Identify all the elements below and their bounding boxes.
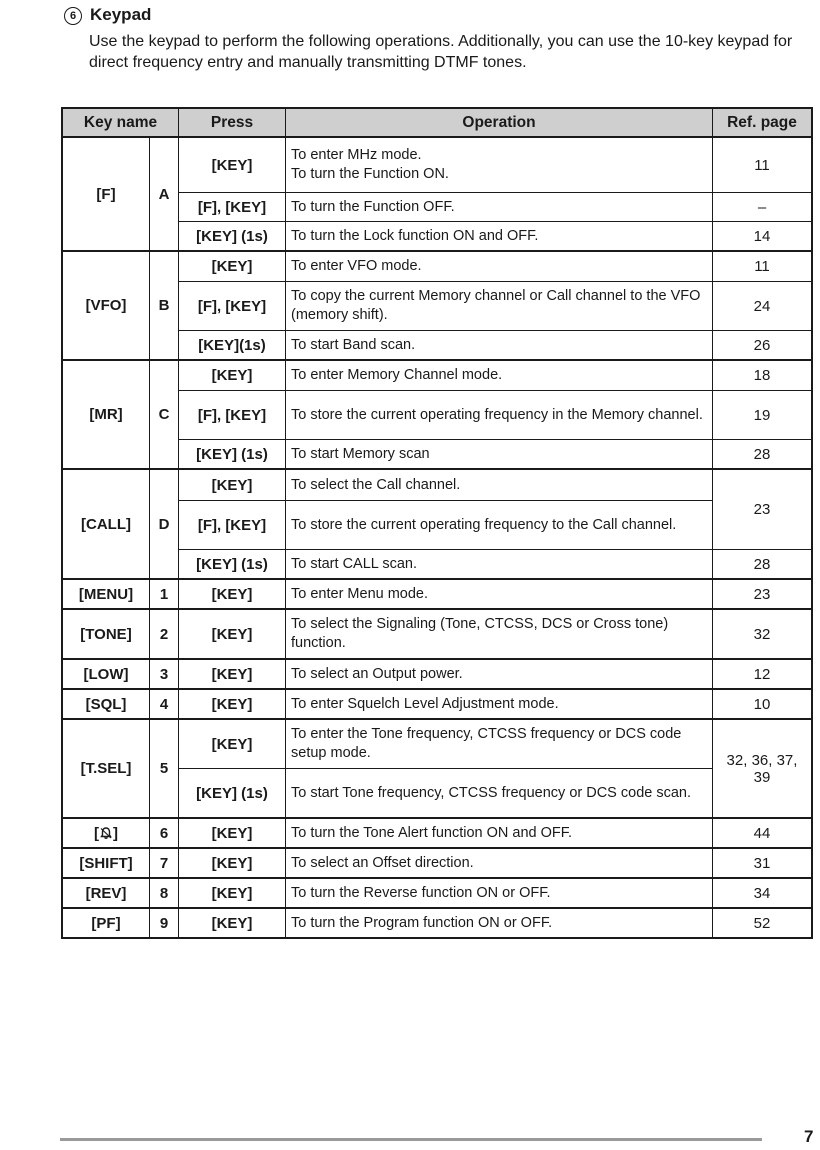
operation-line: To enter MHz mode. [291,147,422,163]
key-letter: 2 [150,609,179,659]
bell-icon [99,826,113,840]
ref-cell: 23 [713,469,813,550]
key-letter: 4 [150,689,179,719]
operation-cell: To select the Call channel. [286,469,713,501]
table-row [62,719,812,769]
ref-cell: 34 [713,878,813,908]
table-row [62,848,812,878]
key-letter: 9 [150,908,179,938]
press-cell: [KEY] [179,579,286,609]
ref-cell: 24 [713,282,813,331]
key-letter: 6 [150,818,179,848]
key-letter: D [150,469,179,579]
ref-cell: 28 [713,440,813,470]
press-cell: [KEY] [179,818,286,848]
key-letter: 1 [150,579,179,609]
footer-rule [60,1138,762,1141]
operation-cell: To select the Signaling (Tone, CTCSS, DCS or Cross tone) function. [286,609,713,659]
press-cell: [KEY] (1s) [179,769,286,819]
key-letter: 8 [150,878,179,908]
press-cell: [KEY] [179,609,286,659]
operation-cell: To store the current operating frequency to the Call channel. [286,501,713,550]
key-name: [F] [62,137,150,251]
operation-cell: To start Band scan. [286,331,713,361]
keypad-table [61,107,813,939]
press-cell: [KEY] (1s) [179,222,286,252]
table-row [62,878,812,908]
key-name: [MENU] [62,579,150,609]
operation-cell: To turn the Lock function ON and OFF. [286,222,713,252]
ref-cell: – [713,193,813,222]
operation-cell: To copy the current Memory channel or Call channel to the VFO (memory shift). [286,282,713,331]
key-name [62,818,150,848]
press-cell: [KEY] [179,848,286,878]
header-ref-page: Ref. page [713,108,813,137]
operation-cell: To start Memory scan [286,440,713,470]
header-press: Press [179,108,286,137]
table-header-row [62,108,812,137]
press-cell: [KEY] [179,137,286,193]
key-letter: C [150,360,179,469]
press-cell: [KEY] [179,908,286,938]
key-name: [PF] [62,908,150,938]
operation-cell: To start Tone frequency, CTCSS frequency or DCS code scan. [286,769,713,819]
ref-cell: 11 [713,251,813,282]
operation-cell: To turn the Reverse function ON or OFF. [286,878,713,908]
operation-cell: To turn the Program function ON or OFF. [286,908,713,938]
key-name: [VFO] [62,251,150,360]
section-heading [64,5,151,25]
table-row [62,689,812,719]
ref-cell: 11 [713,137,813,193]
header-key-name: Key name [62,108,179,137]
key-name: [SQL] [62,689,150,719]
press-cell: [KEY] [179,469,286,501]
table-row [62,659,812,689]
table-row [62,137,812,193]
key-letter: B [150,251,179,360]
press-cell: [KEY] [179,659,286,689]
operation-cell: To select an Output power. [286,659,713,689]
press-cell: [KEY] [179,251,286,282]
key-letter: 7 [150,848,179,878]
operation-line: To turn the Function ON. [291,166,449,182]
press-cell: [KEY](1s) [179,331,286,361]
press-cell: [KEY] (1s) [179,550,286,580]
key-name: [MR] [62,360,150,469]
table-row [62,251,812,282]
key-name: [SHIFT] [62,848,150,878]
ref-cell: 18 [713,360,813,391]
operation-cell: To enter Squelch Level Adjustment mode. [286,689,713,719]
operation-cell: To enter the Tone frequency, CTCSS frequency or DCS code setup mode. [286,719,713,769]
key-name: [T.SEL] [62,719,150,818]
press-cell: [F], [KEY] [179,282,286,331]
ref-cell: 32, 36, 37, 39 [713,719,813,818]
key-name: [REV] [62,878,150,908]
operation-cell: To enter Menu mode. [286,579,713,609]
section-title: Keypad [90,5,152,24]
press-cell: [F], [KEY] [179,391,286,440]
table-row [62,579,812,609]
ref-cell: 44 [713,818,813,848]
ref-cell: 14 [713,222,813,252]
table-row [62,469,812,501]
press-cell: [KEY] [179,878,286,908]
press-cell: [KEY] [179,689,286,719]
ref-cell: 26 [713,331,813,361]
ref-cell: 28 [713,550,813,580]
key-name: [CALL] [62,469,150,579]
bracket-open: [ [94,824,99,842]
operation-cell: To turn the Tone Alert function ON and OFF. [286,818,713,848]
table-row [62,818,812,848]
section-number: 6 [64,7,82,25]
header-operation: Operation [286,108,713,137]
ref-cell: 10 [713,689,813,719]
press-cell: [F], [KEY] [179,501,286,550]
bracket-close: ] [113,824,118,842]
ref-cell: 19 [713,391,813,440]
operation-cell: To start CALL scan. [286,550,713,580]
ref-cell: 31 [713,848,813,878]
operation-cell: To turn the Function OFF. [286,193,713,222]
ref-cell: 23 [713,579,813,609]
key-name: [TONE] [62,609,150,659]
press-cell: [KEY] [179,360,286,391]
ref-cell: 52 [713,908,813,938]
key-letter: 5 [150,719,179,818]
intro-paragraph: Use the keypad to perform the following operations. Additionally, you can use the 10-key keypad for direct frequency entry and manually transmitting DTMF tones. [89,33,793,71]
key-letter: 3 [150,659,179,689]
ref-cell: 12 [713,659,813,689]
press-cell: [KEY] [179,719,286,769]
operation-cell: To store the current operating frequency in the Memory channel. [286,391,713,440]
table-row [62,360,812,391]
table-row [62,609,812,659]
page-number: 7 [804,1127,814,1146]
key-name: [LOW] [62,659,150,689]
operation-cell: To enter Memory Channel mode. [286,360,713,391]
operation-cell [286,137,713,193]
operation-cell: To enter VFO mode. [286,251,713,282]
table-row [62,908,812,938]
press-cell: [KEY] (1s) [179,440,286,470]
operation-cell: To select an Offset direction. [286,848,713,878]
press-cell: [F], [KEY] [179,193,286,222]
key-letter: A [150,137,179,251]
ref-cell: 32 [713,609,813,659]
